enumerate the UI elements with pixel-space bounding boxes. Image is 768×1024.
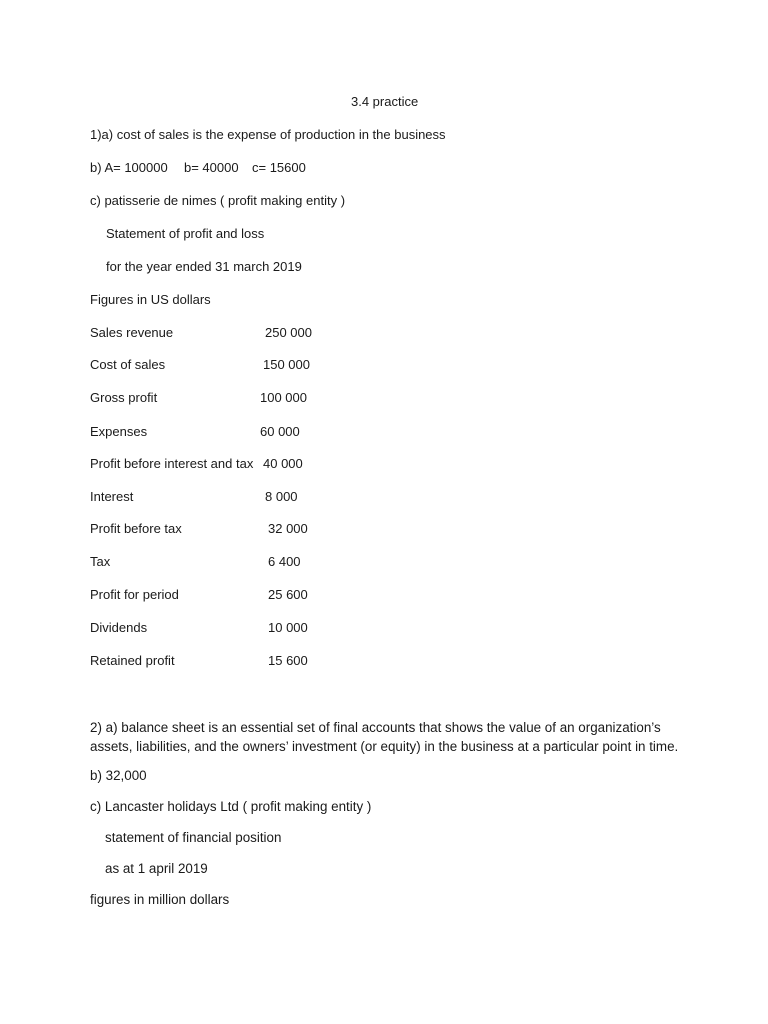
q2-part-c: c) Lancaster holidays Ltd ( profit making entity ) bbox=[90, 799, 372, 814]
q2-part-a: 2) a) balance sheet is an essential set of final accounts that shows the value of an organization’s assets, liabilities, and the owners’ investment (or equity) in the business at a particular point in time. bbox=[90, 720, 679, 754]
row-label: Expenses bbox=[90, 424, 148, 439]
statement-period-2: as at 1 april 2019 bbox=[105, 861, 208, 876]
q2-part-b: b) 32,000 bbox=[90, 768, 147, 783]
page-title: 3.4 practice bbox=[351, 94, 419, 109]
row-label: Dividends bbox=[90, 620, 148, 635]
row-value: 150 000 bbox=[263, 357, 310, 372]
row-label: Cost of sales bbox=[90, 357, 166, 372]
row-value: 25 600 bbox=[268, 587, 308, 602]
row-label: Interest bbox=[90, 489, 134, 504]
q1-b-value-b: b= 40000 bbox=[184, 160, 239, 175]
row-label: Sales revenue bbox=[90, 325, 174, 340]
row-label: Profit before interest and tax bbox=[90, 456, 254, 471]
q1-b-value-c: c= 15600 bbox=[252, 160, 306, 175]
figures-note: Figures in US dollars bbox=[90, 292, 211, 307]
statement-period: for the year ended 31 march 2019 bbox=[106, 259, 302, 274]
row-value: 6 400 bbox=[268, 554, 301, 569]
row-value: 60 000 bbox=[260, 424, 300, 439]
row-value: 8 000 bbox=[265, 489, 298, 504]
row-label: Retained profit bbox=[90, 653, 175, 668]
row-value: 100 000 bbox=[260, 390, 307, 405]
statement-title: Statement of profit and loss bbox=[106, 226, 265, 241]
row-label: Profit before tax bbox=[90, 521, 182, 536]
row-value: 32 000 bbox=[268, 521, 308, 536]
row-value: 15 600 bbox=[268, 653, 308, 668]
row-label: Tax bbox=[90, 554, 111, 569]
q1-part-b bbox=[90, 160, 306, 176]
q1-part-a: 1)a) cost of sales is the expense of production in the business bbox=[90, 127, 446, 142]
figures-note-2: figures in million dollars bbox=[90, 892, 230, 907]
row-value: 40 000 bbox=[263, 456, 303, 471]
statement-title-2: statement of financial position bbox=[105, 830, 282, 845]
row-label: Profit for period bbox=[90, 587, 179, 602]
row-label: Gross profit bbox=[90, 390, 158, 405]
q1-part-c: c) patisserie de nimes ( profit making entity ) bbox=[90, 193, 346, 208]
row-value: 250 000 bbox=[265, 325, 312, 340]
row-value: 10 000 bbox=[268, 620, 308, 635]
q1-b-value-a: b) A= 100000 bbox=[90, 160, 168, 175]
